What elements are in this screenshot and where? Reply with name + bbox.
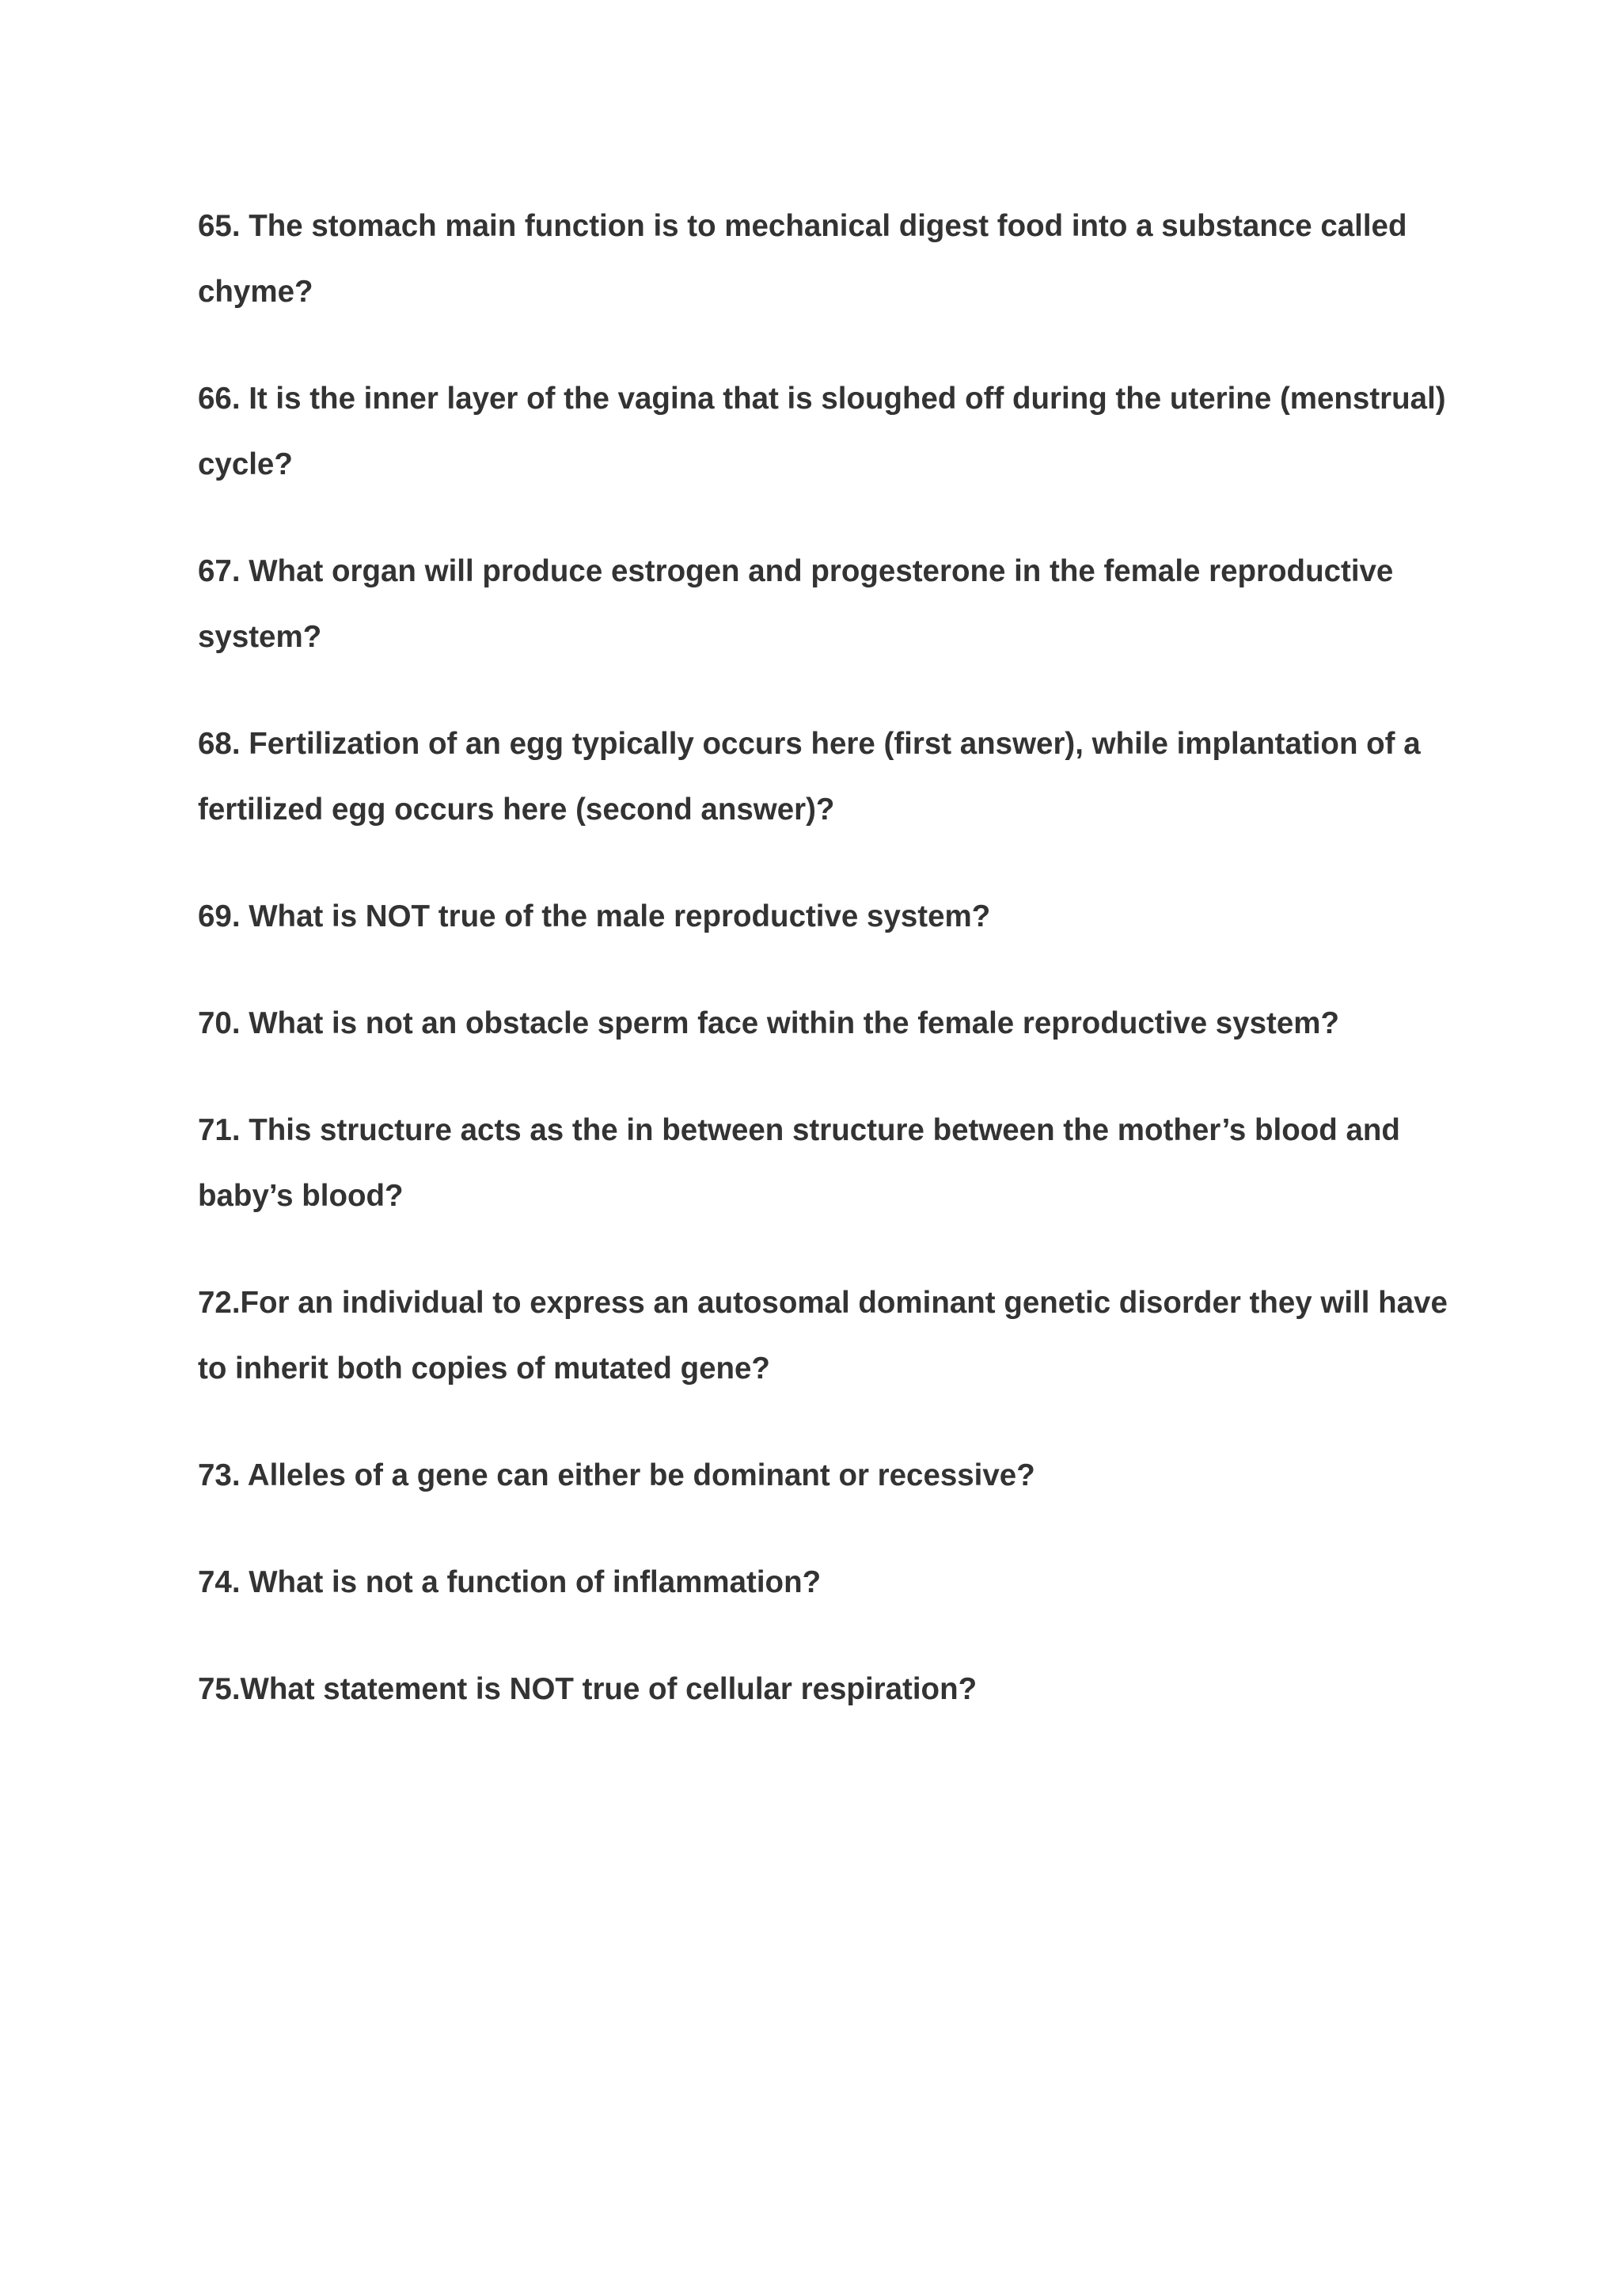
question-71: 71. This structure acts as the in between structure between the mother’s blood and baby’s blood? — [198, 1113, 1400, 1213]
question-69: 69. What is NOT true of the male reproductive system? — [198, 899, 991, 933]
question-66: 66. It is the inner layer of the vagina that is sloughed off during the uterine (menstrual) cycle? — [198, 382, 1446, 481]
question-68: 68. Fertilization of an egg typically occurs here (first answer), while implantation of a fertilized egg occurs here (second answer)? — [198, 727, 1421, 827]
question-67: 67. What organ will produce estrogen and progesterone in the female reproductive system? — [198, 554, 1394, 654]
question-73: 73. Alleles of a gene can either be dominant or recessive? — [198, 1458, 1035, 1492]
question-74: 74. What is not a function of inflammation? — [198, 1565, 822, 1599]
question-72: 72.For an individual to express an autosomal dominant genetic disorder they will have to inherit both copies of mutated gene? — [198, 1286, 1448, 1386]
question-70: 70. What is not an obstacle sperm face within the female reproductive system? — [198, 1006, 1340, 1040]
question-75: 75.What statement is NOT true of cellular respiration? — [198, 1672, 978, 1706]
question-65: 65. The stomach main function is to mechanical digest food into a substance called chyme? — [198, 209, 1407, 309]
question-list — [198, 193, 1448, 1763]
